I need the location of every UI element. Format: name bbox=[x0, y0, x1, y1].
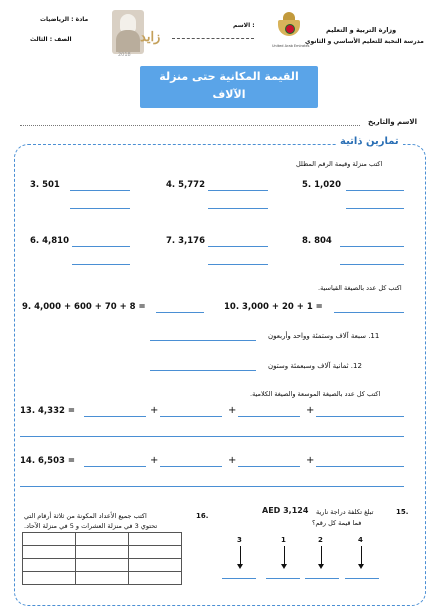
answer-line-14a[interactable] bbox=[84, 466, 146, 467]
question-14: 14. 6,503 = bbox=[20, 456, 75, 466]
year-badge: 2018 bbox=[118, 52, 131, 58]
question-8: 8. 804 bbox=[302, 236, 332, 246]
question-13: 13. 4,332 = bbox=[20, 406, 75, 416]
answer-line-3b[interactable] bbox=[70, 208, 130, 209]
instruction-standard-form: اكتب كل عدد بالصيغة القياسية. bbox=[318, 284, 402, 292]
table-cell[interactable] bbox=[76, 559, 129, 572]
answer-line-15b[interactable] bbox=[266, 578, 300, 579]
question-16-table bbox=[22, 532, 182, 585]
table-cell[interactable] bbox=[23, 559, 76, 572]
emblem-disk bbox=[285, 24, 295, 34]
arrow-down-icon bbox=[281, 564, 287, 569]
answer-line-8a[interactable] bbox=[340, 246, 404, 247]
answer-line-4a[interactable] bbox=[208, 190, 268, 191]
name-line bbox=[172, 38, 254, 39]
subject-label: مادة : الرياضيات bbox=[40, 16, 89, 23]
plus-14b: + bbox=[228, 455, 237, 466]
question-3: 3. 501 bbox=[30, 180, 60, 190]
question-16-number: 16. bbox=[196, 512, 209, 520]
question-15-amount: AED 3,124 bbox=[262, 506, 309, 515]
answer-line-7a[interactable] bbox=[208, 246, 268, 247]
answer-line-4b[interactable] bbox=[208, 208, 268, 209]
answer-line-13b[interactable] bbox=[160, 416, 222, 417]
zayed-logo: زايد bbox=[140, 30, 161, 45]
answer-line-14-words[interactable] bbox=[20, 486, 404, 487]
plus-14a: + bbox=[150, 455, 159, 466]
grade-label: الصف : الثالث bbox=[30, 36, 72, 43]
table-cell[interactable] bbox=[76, 533, 129, 546]
question-9: 9. 4,000 + 600 + 70 + 8 = bbox=[22, 302, 146, 312]
name-label: الاسم : bbox=[233, 22, 255, 29]
answer-line-12[interactable] bbox=[150, 370, 256, 371]
digit-4: 4 bbox=[358, 536, 363, 544]
question-5: 5. 1,020 bbox=[302, 180, 341, 190]
question-12: 12. ثمانية آلاف وسبعمئة وستون bbox=[268, 362, 362, 370]
answer-line-15d[interactable] bbox=[345, 578, 379, 579]
answer-line-14c[interactable] bbox=[238, 466, 300, 467]
table-cell[interactable] bbox=[76, 546, 129, 559]
digit-3: 3 bbox=[237, 536, 242, 544]
emblem-caption: United Arab Emirates bbox=[272, 44, 310, 48]
instruction-expanded-written: اكتب كل عدد بالصيغة الموسعة والصيغة الكلامية. bbox=[250, 390, 381, 398]
answer-line-14d[interactable] bbox=[316, 466, 404, 467]
name-date-line bbox=[20, 125, 360, 126]
plus-13a: + bbox=[150, 405, 159, 416]
question-4: 4. 5,772 bbox=[166, 180, 205, 190]
table-cell[interactable] bbox=[129, 533, 182, 546]
arrow-down-icon bbox=[358, 564, 364, 569]
arrow-down-icon bbox=[321, 546, 322, 564]
ministry-line2: مدرسة النخبة للتعليم الأساسي و الثانوي bbox=[305, 38, 424, 45]
answer-line-13c[interactable] bbox=[238, 416, 300, 417]
answer-line-15a[interactable] bbox=[222, 578, 256, 579]
answer-line-9[interactable] bbox=[156, 312, 204, 313]
title-line1: القيمة المكانية حتى منزلة bbox=[159, 70, 299, 83]
question-11: 11. سبعة آلاف وستمئة وواحد وأربعون bbox=[268, 332, 380, 340]
answer-line-7b[interactable] bbox=[208, 264, 268, 265]
instruction-underlined-digit: اكتب منزلة وقيمة الرقم المظلل bbox=[296, 160, 383, 168]
arrow-down-icon bbox=[361, 546, 362, 564]
arrow-down-icon bbox=[318, 564, 324, 569]
table-cell[interactable] bbox=[23, 546, 76, 559]
answer-line-14b[interactable] bbox=[160, 466, 222, 467]
digit-1: 1 bbox=[281, 536, 286, 544]
arrow-down-icon bbox=[284, 546, 285, 564]
name-date-label: الاسم والتاريخ bbox=[368, 118, 417, 126]
question-15-number: 15. bbox=[396, 508, 409, 516]
answer-line-13a[interactable] bbox=[84, 416, 146, 417]
answer-line-13-words[interactable] bbox=[20, 436, 404, 437]
plus-13c: + bbox=[306, 405, 315, 416]
uae-emblem bbox=[276, 12, 302, 42]
table-cell[interactable] bbox=[129, 572, 182, 585]
question-10: 10. 3,000 + 20 + 1 = bbox=[224, 302, 323, 312]
question-6: 6. 4,810 bbox=[30, 236, 69, 246]
table-cell[interactable] bbox=[23, 533, 76, 546]
answer-line-3a[interactable] bbox=[70, 190, 130, 191]
title-line2: الآلاف bbox=[212, 88, 246, 101]
answer-line-5b[interactable] bbox=[346, 208, 404, 209]
plus-13b: + bbox=[228, 405, 237, 416]
answer-line-15c[interactable] bbox=[305, 578, 339, 579]
section-title: تمارين ذاتية bbox=[336, 136, 403, 147]
answer-line-10[interactable] bbox=[334, 312, 404, 313]
table-cell[interactable] bbox=[129, 559, 182, 572]
table-cell[interactable] bbox=[23, 572, 76, 585]
ministry-line1: وزارة التربية و التعليم bbox=[326, 26, 397, 34]
portrait-body bbox=[116, 30, 140, 52]
question-15-text: تبلغ تكلفة دراجة نارية bbox=[316, 508, 374, 516]
answer-line-8b[interactable] bbox=[340, 264, 404, 265]
answer-line-13d[interactable] bbox=[316, 416, 404, 417]
arrow-down-icon bbox=[237, 564, 243, 569]
answer-line-5a[interactable] bbox=[346, 190, 404, 191]
answer-line-6b[interactable] bbox=[72, 264, 130, 265]
answer-line-11[interactable] bbox=[150, 340, 256, 341]
table-cell[interactable] bbox=[129, 546, 182, 559]
plus-14c: + bbox=[306, 455, 315, 466]
table-cell[interactable] bbox=[76, 572, 129, 585]
question-16-line2: تحتوي 3 في منزلة العشرات و 5 في منزلة الآحاد. bbox=[24, 522, 158, 530]
answer-line-6a[interactable] bbox=[72, 246, 130, 247]
digit-2: 2 bbox=[318, 536, 323, 544]
arrow-down-icon bbox=[240, 546, 241, 564]
question-16-line1: اكتب جميع الأعداد المكونة من ثلاثة أرقام التي bbox=[24, 512, 147, 520]
question-7: 7. 3,176 bbox=[166, 236, 205, 246]
question-15-text2: فما قيمة كل رقم؟ bbox=[312, 519, 362, 527]
title-banner bbox=[140, 66, 318, 108]
